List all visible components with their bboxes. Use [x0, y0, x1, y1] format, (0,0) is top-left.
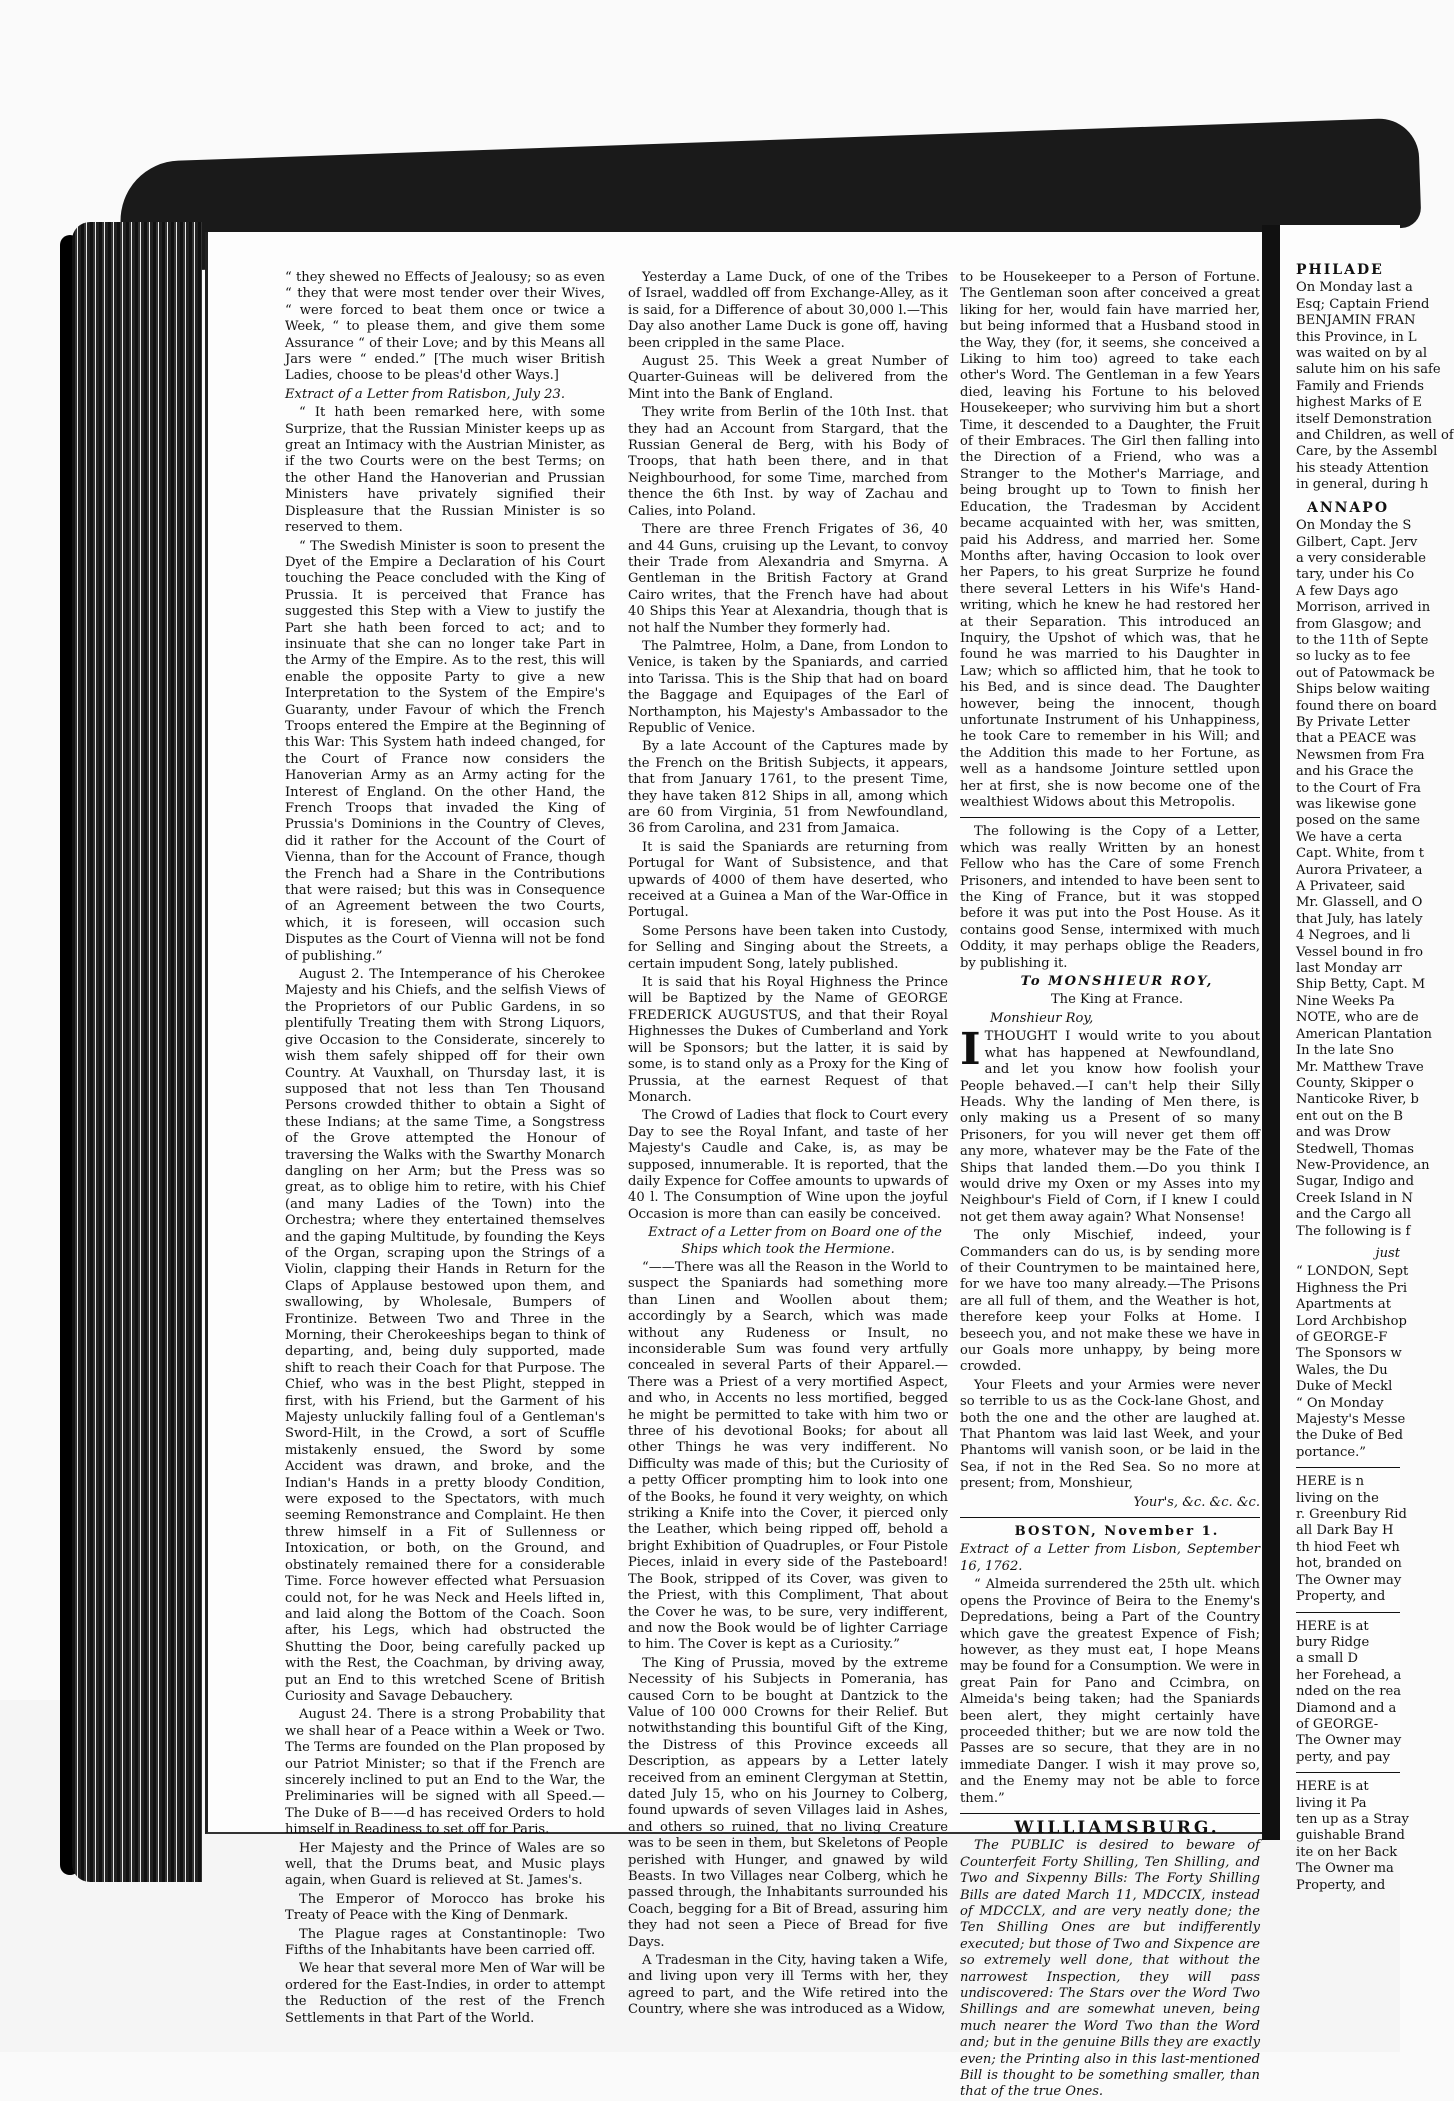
text-line: Mr. Matthew Trave	[1296, 1059, 1424, 1075]
text-line: r. Greenbury Rid	[1296, 1507, 1407, 1523]
text-line: posed on the same	[1296, 813, 1421, 829]
divider	[1296, 1612, 1400, 1613]
column-4-partial	[1296, 262, 1454, 1893]
text-line: Highness the Pri	[1296, 1280, 1408, 1296]
text-line: New-Providence, an	[1296, 1157, 1430, 1173]
text-line: Vessel bound in fro	[1296, 944, 1423, 960]
counterfeit-notice: The PUBLIC is desired to beware of Counterfeit Forty Shilling, Ten Shilling, and Two and Sixpenny Bills: The Forty Shilling Bills are dated March 11, MDCCIX, instead of MDCCLX, and are very neatly done; the Ten Shilling Ones are but indifferently executed; but those of Two and Sixpence are so extremely well done, that without the narrowest Inspection, they will pass undiscovered: The Stars over the Word Two Shillings and are somewhat uneven, being much nearer the Word Two than the Word and; but in the genuine Bills they are exactly even; the Printing also in this last-mentioned Bill is thought to be something smaller, than that of the true Ones.	[960, 1838, 1260, 2100]
text-line: a small D	[1296, 1651, 1358, 1667]
letter-addressee: To MONSHIEUR ROY,	[1020, 974, 1214, 990]
book-page-edges	[72, 222, 202, 1882]
paragraph: The Palmtree, Holm, a Dane, from London to Venice, is taken by the Spaniards, and carried into Tarissa. This is the Ship that had on board the Baggage and Equipages of the Earl of Northampton, his Majesty's Ambassador to the Republic of Venice.	[628, 638, 948, 736]
text-line: bury Ridge	[1296, 1634, 1370, 1650]
text-line: Esq; Captain Friend	[1296, 296, 1430, 312]
text-line: Capt. White, from t	[1296, 846, 1425, 862]
text-line: ten up as a Stray	[1296, 1811, 1409, 1827]
text-line: and Children, as well of	[1296, 428, 1454, 444]
heading-philadelphia: PHILADE	[1296, 262, 1384, 278]
text-line: HERE is n	[1296, 1474, 1365, 1490]
stray-ad-1	[1296, 1474, 1407, 1605]
column-2	[628, 270, 948, 2018]
text-line: Aurora Privateer, a	[1296, 862, 1423, 878]
text-line: Apartments at	[1296, 1297, 1391, 1313]
paragraph: Yesterday a Lame Duck, of one of the Tribes of Israel, waddled off from Exchange-Alley, as it is said, for a Difference of about 30,000 l.—This Day also another Lame Duck is gone off, having been crippled in the same Place.	[628, 270, 948, 351]
text-line: so lucky as to fee	[1296, 649, 1411, 665]
text-line: of GEORGE-	[1296, 1716, 1379, 1732]
paragraph: There are three French Frigates of 36, 40 and 44 Guns, cruising up the Levant, to convoy their Trade from Alexandria and Smyrna. A Gentleman in the British Factory at Grand Cairo writes, that the French have had about 40 Ships this Year at Alexandria, though that is not half the Number they formerly had.	[628, 522, 948, 636]
text-line: Duke of Meckl	[1296, 1379, 1393, 1395]
stray-ad-2	[1296, 1619, 1400, 1767]
letter-addressee-title: The King at France.	[1050, 992, 1184, 1008]
text-line: A few Days ago	[1296, 583, 1399, 599]
letter-signoff: Your's, &c. &c. &c.	[1133, 1494, 1260, 1510]
text-line: a very considerable	[1296, 550, 1427, 566]
paragraph: By a late Account of the Captures made by the French on the British Subjects, it appears, that from January 1761, to the present Time, they have taken 812 Ships in all, among which are 60 from Virginia, 51 from Newfoundland, 36 from Carolina, and 231 from Jamaica.	[628, 739, 948, 837]
text-line: “ On Monday	[1296, 1395, 1384, 1411]
text-line: Ships below waiting	[1296, 682, 1430, 698]
paragraph: Your Fleets and your Armies were never so terrible to us as the Cock-lane Ghost, and both the one and the other are laughed at. That Phantom was laid last Week, and your Phantoms will vanish soon, or be laid in the Sea, if not in the Red Sea. So no more at present; from, Monshieur,	[960, 1377, 1260, 1492]
text-line: The Sponsors w	[1296, 1346, 1402, 1362]
philadelphia-lines	[1296, 280, 1454, 493]
paragraph: They write from Berlin of the 10th Inst. that they had an Account from Stargard, that the Russian General de Berg, with his Body of Troops, that hath been there, and in that Neighbourhood, for some Time, marched from thence the 6th Inst. by way of Zachau and Calies, into Poland.	[628, 405, 948, 519]
text-line: nded on the rea	[1296, 1684, 1402, 1700]
text-line: the Duke of Bed	[1296, 1428, 1404, 1444]
paragraph: August 2. The Intemperance of his Cherokee Majesty and his Chiefs, and the selfish Views of the Proprietors of our Public Gardens, in so plentifully Treating them with Strong Liquors, give Occasion to the Considerate, sincerely to wish them safely shipped off for their own Country. At Vauxhall, on Thursday last, it is supposed that not less than Ten Thousand Persons crowded thither to obtain a Sight of these Indians; at the same Time, a Songstress of the Grove attempted the Honour of traversing the Walks with the Swarthy Monarch dangling on her Arm; but the Press was so great, as to oblige him to retire, with his Chief (and many Ladies of the Town) into the Orchestra; where they entertained themselves and the gaping Multitude, by founding the Keys of the Organ, scraping upon the Strings of a Violin, clapping their Hands in Return for the Claps of Applause bestowed upon them, and swallowing, by Wholesale, Bumpers of Frontinize. Between Two and Three in the Morning, their Cherokeeships began to think of departing, and, being duly supported, made shift to reach their Coach for that Purpose. The Chief, who was in the best Plight, stepped in first, with his Friend, but the Garment of his Majesty unluckily falling foul of a Gentleman's Sword-Hilt, in the Crowd, a sort of Scuffle mistakenly ensued, the Sword by some Accident was drawn, and broke, and the Indian's Hands in a pretty bloody Condition, were exposed to the Spectators, with much seeming Remonstrance and Complaint. He then threw himself in a Fit of Sullenness or Intoxication, or both, on the Ground, and obstinately remained there for a considerable Time. Force however effected what Persuasion could not, for he was Neck and Heels lifted in, and laid along the Bottom of the Coach. Soon after, his Legs, which had obstructed the Shutting the Door, being carefully packed up with the Rest, the Coachman, by driving away, put an End to this wretched Scene of British Curiosity and Savage Debauchery.	[285, 967, 605, 1704]
paragraph: Some Persons have been taken into Custody, for Selling and Singing about the Streets, a certain impudent Song, lately published.	[628, 923, 948, 972]
text-line: Newsmen from Fra	[1296, 747, 1425, 763]
text-line: salute him on his safe	[1296, 362, 1441, 378]
text-line: out of Patowmack be	[1296, 665, 1435, 681]
text-line: The Owner may	[1296, 1572, 1402, 1588]
paragraph: The only Mischief, indeed, your Commanders can do us, is by sending more of their Countrymen to be maintained here, for we have too many already.—The Prisons are all full of them, and the Weather is hot, therefore keep your Folks at Home. I beseech you, and not make these we have in our Goals more unhappy, by being more crowded.	[960, 1228, 1260, 1375]
text-line: and his Grace the	[1296, 764, 1414, 780]
text-line: Wales, the Du	[1296, 1362, 1388, 1378]
extract-ratisbon-title: Extract of a Letter from Ratisbon, July 23.	[285, 386, 566, 402]
text-line: Nanticoke River, b	[1296, 1092, 1419, 1108]
paragraph: The Emperor of Morocco has broke his Treaty of Peace with the King of Denmark.	[285, 1891, 605, 1924]
text-line: Property, and	[1296, 1877, 1386, 1893]
paragraph: The Crowd of Ladies that flock to Court every Day to see the Royal Infant, and taste of her Majesty's Caudle and Cake, is, as may be supposed, innumerable. It is reported, that the daily Expence for Coffee amounts to upwards of 40 l. The Consumption of Wine upon the joyful Occasion is more than can easily be conceived.	[628, 1108, 948, 1222]
text-line: We have a certa	[1296, 829, 1403, 845]
letter-body	[960, 1024, 1260, 1226]
text-line: HERE is at	[1296, 1779, 1369, 1795]
text-line: living it Pa	[1296, 1795, 1367, 1811]
text-line: last Monday arr	[1296, 961, 1402, 977]
text-line: Property, and	[1296, 1589, 1386, 1605]
text-line: HERE is at	[1296, 1618, 1369, 1634]
text-line: th hiod Feet wh	[1296, 1539, 1400, 1555]
column-1	[285, 270, 605, 2026]
text-line: and was Drow	[1296, 1125, 1391, 1141]
text-line: A Privateer, said	[1296, 879, 1406, 895]
text-line: ent out on the B	[1296, 1108, 1404, 1124]
text-line: Family and Friends	[1296, 378, 1424, 394]
london-lines	[1296, 1264, 1409, 1461]
column-3	[960, 270, 1260, 2100]
text-line: guishable Brand	[1296, 1828, 1405, 1844]
text-line: Majesty's Messe	[1296, 1412, 1406, 1428]
paragraph: Her Majesty and the Prince of Wales are so well, that the Drums beat, and Music plays again, when Guard is relieved at St. James's.	[285, 1840, 605, 1889]
extract-hermione-title: Extract of a Letter from on Board one of the Ships which took the Hermione.	[648, 1225, 942, 1257]
text-line: his steady Attention	[1296, 460, 1429, 476]
text-line: was likewise gone	[1296, 797, 1417, 812]
divider	[1296, 1772, 1400, 1773]
text-line: Nine Weeks Pa	[1296, 993, 1395, 1009]
text-line: Morrison, arrived in	[1296, 600, 1431, 616]
divider	[1296, 1467, 1400, 1468]
text-line: this Province, in L	[1296, 329, 1417, 345]
text-line: living on the	[1296, 1490, 1379, 1506]
paragraph: August 25. This Week a great Number of Quarter-Guineas will be delivered from the Mint into the Bank of England.	[628, 354, 948, 402]
text-line: and the Cargo all	[1296, 1207, 1412, 1223]
text-line: hot, branded on	[1296, 1556, 1402, 1572]
text-line: all Dark Bay H	[1296, 1523, 1394, 1539]
text-line: BENJAMIN FRAN	[1296, 313, 1416, 329]
text-line: to the Court of Fra	[1296, 780, 1421, 796]
annapolis-lines	[1296, 518, 1437, 1240]
dateline-boston: BOSTON, November 1.	[1014, 1524, 1220, 1540]
drop-cap: I	[960, 1024, 981, 1076]
text-line: of GEORGE-F	[1296, 1330, 1388, 1345]
text-line: that a PEACE was	[1296, 731, 1417, 747]
text-line: County, Skipper o	[1296, 1075, 1414, 1091]
text-line: NOTE, who are de	[1296, 1010, 1419, 1026]
paragraph: The King of Prussia, moved by the extreme Necessity of his Subjects in Pomerania, has caused Corn to be bought at Dantzick to the Value of 100 000 Crowns for their Relief. But notwithstanding this bountiful Gift of the King, the Distress of this Province exceeds all Description, as appears by a Letter lately received from an eminent Clergyman at Stettin, dated July 15, who on his Journey to Colberg, found upwards of seven Villages laid in Ashes, and others so ruined, that no living Creature was to be seen in them, but Skeletons of People perished with Hunger, and gnawed by wild Beasts. In two Villages near Colberg, which he passed through, the Inhabitants surrounded his Coach, begging for a Bit of Bread, assuring him they had not seen a Piece of Bread for five Days.	[628, 1655, 948, 1950]
paragraph: “ The Swedish Minister is soon to present the Dyet of the Empire a Declaration of his Court touching the Peace concluded with the King of Prussia. It is perceived that France has suggested this Step with a View to justify the Part she hath been forced to act; and to insinuate that she can no longer take Part in the Army of the Empire. As to the rest, this will enable the opposite Party to give a new Interpretation to the System of the Empire's Guaranty, under Favour of which the French Troops entered the Empire at the Beginning of this War: This System hath indeed changed, for the Court of France now considers the Hanoverian Army as an Army acting for the Interest of England. On the other Hand, the French Troops that invaded the King of Prussia's Dominions in the Country of Cleves, did it rather for the Account of the Court of Vienna, than for the Account of France, though the French had a Share in the Contributions that were raised; but this was in Consequence of an Agreement between the two Courts, which, it is foreseen, will occasion such Disputes as the Court of Vienna will not be fond of publishing.”	[285, 538, 605, 964]
text-line: Ship Betty, Capt. M	[1296, 977, 1426, 993]
letter-first-paragraph: THOUGHT I would write to you about what has happened at Newfoundland, and let you know how foolish your People behaved.—I can't help their Silly Heads. Why the landing of Men there, is only making us a Present of so many Prisoners, for you will never get them off any more, whatever may be the Fate of the Ships that landed them.—Do you think I would drive my Oxen or my Asses into my Neighbour's Field of Corn, if I knew I could not get them away again? What Nonsense!	[960, 1029, 1260, 1225]
paragraph: The Plague rages at Constantinople: Two Fifths of the Inhabitants have been carried off.	[285, 1926, 605, 1959]
text-line: was waited on by al	[1296, 346, 1428, 362]
paragraph: We hear that several more Men of War will be ordered for the East-Indies, in order to attempt the Reduction of the rest of the French Settlements in that Part of the World.	[285, 1961, 605, 2026]
text-line: perty, and pay	[1296, 1749, 1391, 1765]
text-line: 4 Negroes, and li	[1296, 928, 1411, 944]
text-line: Lord Archbishop	[1296, 1313, 1407, 1329]
text-line: tary, under his Co	[1296, 567, 1415, 583]
stray-ad-3	[1296, 1779, 1409, 1894]
text-line: “ LONDON, Sept	[1296, 1264, 1409, 1280]
text-line: found there on board	[1296, 698, 1437, 714]
text-line: In the late Sno	[1296, 1043, 1394, 1059]
text-line: On Monday the S	[1296, 518, 1412, 534]
paragraph: It is said that his Royal Highness the Prince will be Baptized by the Name of GEORGE FREDERICK AUGUSTUS, and that their Royal Highnesses the Dukes of Cumberland and York will be Sponsors; but the latter, it is said by some, is to stand only as a Proxy for the King of Prussia, at the earnest Request of that Monarch.	[628, 975, 948, 1105]
letter-salutation: Monshieur Roy,	[990, 1010, 1094, 1026]
dateline-williamsburg: WILLIAMSBURG.	[1014, 1817, 1220, 1838]
text-line: to the 11th of Septe	[1296, 632, 1429, 648]
paragraph: to be Housekeeper to a Person of Fortune. The Gentleman soon after conceived a great liking for her, would fain have married her, but being informed that a Husband stood in the Way, they (for, it seems, she conceived a Liking to him too) agreed to take each other's Word. The Gentleman in a few Years died, leaving his Fortune to his beloved Housekeeper; who surviving him but a short Time, it descended to a Daughter, the Fruit of their Embraces. The Girl then falling into the Direction of a Friend, who was a Stranger to the Mother's Marriage, and being brought up to Town to finish her Education, the Tradesman by Accident became acquainted with her, was smitten, paid his Address, and married her. Some Months after, having Occasion to look over her Papers, to his great Surprize he found there several Letters in his Wife's Hand-writing, which he knew he had restored her at their Separation. This introduced an Inquiry, the Upshot of which was, that he found he was married to his Daughter in Law; which so afflicted him, that he took to his Bed, and is since dead. The Daughter however, being the innocent, though unfortunate Instrument of his Unhappiness, he took Care to remember in his Will; and the Addition this made to her Fortune, as well as a handsome Jointure settled upon her at first, she is now become one of the wealthiest Widows about this Metropolis.	[960, 270, 1260, 810]
text-line: ite on her Back	[1296, 1844, 1398, 1860]
text-line: Diamond and a	[1296, 1700, 1397, 1716]
text-line: The Owner ma	[1296, 1861, 1394, 1877]
text-line: highest Marks of E	[1296, 395, 1423, 411]
divider	[960, 1517, 1260, 1518]
text-line: Creek Island in N	[1296, 1190, 1413, 1206]
text-line: The Owner may	[1296, 1733, 1402, 1749]
text-line: her Forehead, a	[1296, 1667, 1402, 1683]
paragraph: A Tradesman in the City, having taken a Wife, and living upon very ill Terms with her, they agreed to part, and the Wife retired into the Country, where she was introduced as a Widow,	[628, 1953, 948, 2018]
divider	[960, 1813, 1260, 1814]
paragraph: “——There was all the Reason in the World to suspect the Spaniards had something more than Linen and Woollen about them; accordingly by a Search, which was made without any Rudeness or Insult, no inconsiderable Sum was found very artfully concealed in several Parts of their Apparel.—There was a Priest of a very mortified Aspect, and who, in Accents no less mortified, begged he might be permitted to take with him two or three of his devotional Books; for about all other Things he was very indifferent. No Difficulty was made of this; but the Curiosity of a petty Officer prompting him to look into one of the Books, he found it very weighty, on which striking a Knife into the Cover, it pierced only the Leather, which being ripped off, behold a bright Exhibition of Quadruples, or Four Pistole Pieces, inlaid in every side of the Pasteboard! The Book, stripped of its Cover, was given to the Priest, with this Compliment, That about the Cover he was, to be sure, very indifferent, and now the Book would be of lighter Carriage to him. The Cover is kept as a Curiosity.”	[628, 1259, 948, 1653]
text-line: The following is f	[1296, 1223, 1411, 1239]
paragraph: The following is the Copy of a Letter, which was really Written by an honest Fellow who has the Care of some French Prisoners, and intended to have been sent to the King of France, but it was stopped before it was put into the Post House. As it contains good Sense, intermixed with much Oddity, it may perhaps oblige the Readers, by publishing it.	[960, 824, 1260, 971]
text-line: Care, by the Assembl	[1296, 444, 1438, 460]
paragraph: It is said the Spaniards are returning from Portugal for Want of Subsistence, and that upwards of 4000 of them have deserted, who received at a Guinea a Man of the War-Office in Portugal.	[628, 839, 948, 921]
text-line: Sugar, Indigo and	[1296, 1174, 1414, 1190]
paragraph: “ It hath been remarked here, with some Surprize, that the Russian Minister keeps up as great an Intimacy with the Austrian Minister, as if the two Courts were on the best Terms; on the other Hand the Hanoverian and Prussian Ministers have privately signified their Displeasure that the Russian Minister is so reserved to them.	[285, 405, 605, 536]
page-gutter	[1262, 225, 1280, 1840]
text-line: Stedwell, Thomas	[1296, 1141, 1415, 1157]
text-line: Gilbert, Capt. Jerv	[1296, 534, 1418, 550]
text-line: that July, has lately	[1296, 911, 1423, 927]
text-line: from Glasgow; and	[1296, 616, 1422, 632]
extract-lisbon-title: Extract of a Letter from Lisbon, September 16, 1762.	[960, 1542, 1260, 1574]
text-line: portance.”	[1296, 1444, 1366, 1460]
just-word: just	[1375, 1245, 1400, 1261]
text-line: American Plantation	[1296, 1026, 1432, 1042]
text-line: Mr. Glassell, and O	[1296, 895, 1423, 911]
paragraph: August 24. There is a strong Probability that we shall hear of a Peace within a Week or Two. The Terms are founded on the Plan proposed by our Patriot Minister; so that if the French are sincerely inclined to put an End to the War, the Preliminaries will be signed with all Speed.—The Duke of B——d has received Orders to hold himself in Readiness to set off for Paris.	[285, 1707, 605, 1838]
text-line: itself Demonstration	[1296, 411, 1432, 427]
text-line: On Monday last a	[1296, 280, 1413, 296]
heading-annapolis: ANNAPO	[1306, 499, 1390, 516]
text-line: in general, during h	[1296, 477, 1429, 493]
paragraph: “ Almeida surrendered the 25th ult. which opens the Province of Beira to the Enemy's Depredations, being a Part of the Country which gave the greatest Expence of Fish; however, as they must eat, I hope Means may be found for a Consumption. We were in great Pain for Pano and Ccimbra, on Almeida's being taken; had the Spaniards been alert, they might certainly have proceeded thither; but we are now told the Passes are so secure, that they are in no immediate Danger. I wish it may prove so, and the Enemy may not be able to force them.”	[960, 1577, 1260, 1806]
divider	[960, 817, 1260, 818]
intro-paragraph: “ they shewed no Effects of Jealousy; so as even “ they that were most tender over their Wives, “ were forced to beat them once or twice a Week, “ to please them, and give them some Assurance “ of their Love; and by this Means all Jars were “ ended.” [The much wiser British Ladies, choose to be pleas'd other Ways.]	[285, 270, 605, 384]
text-line: By Private Letter	[1296, 714, 1410, 730]
